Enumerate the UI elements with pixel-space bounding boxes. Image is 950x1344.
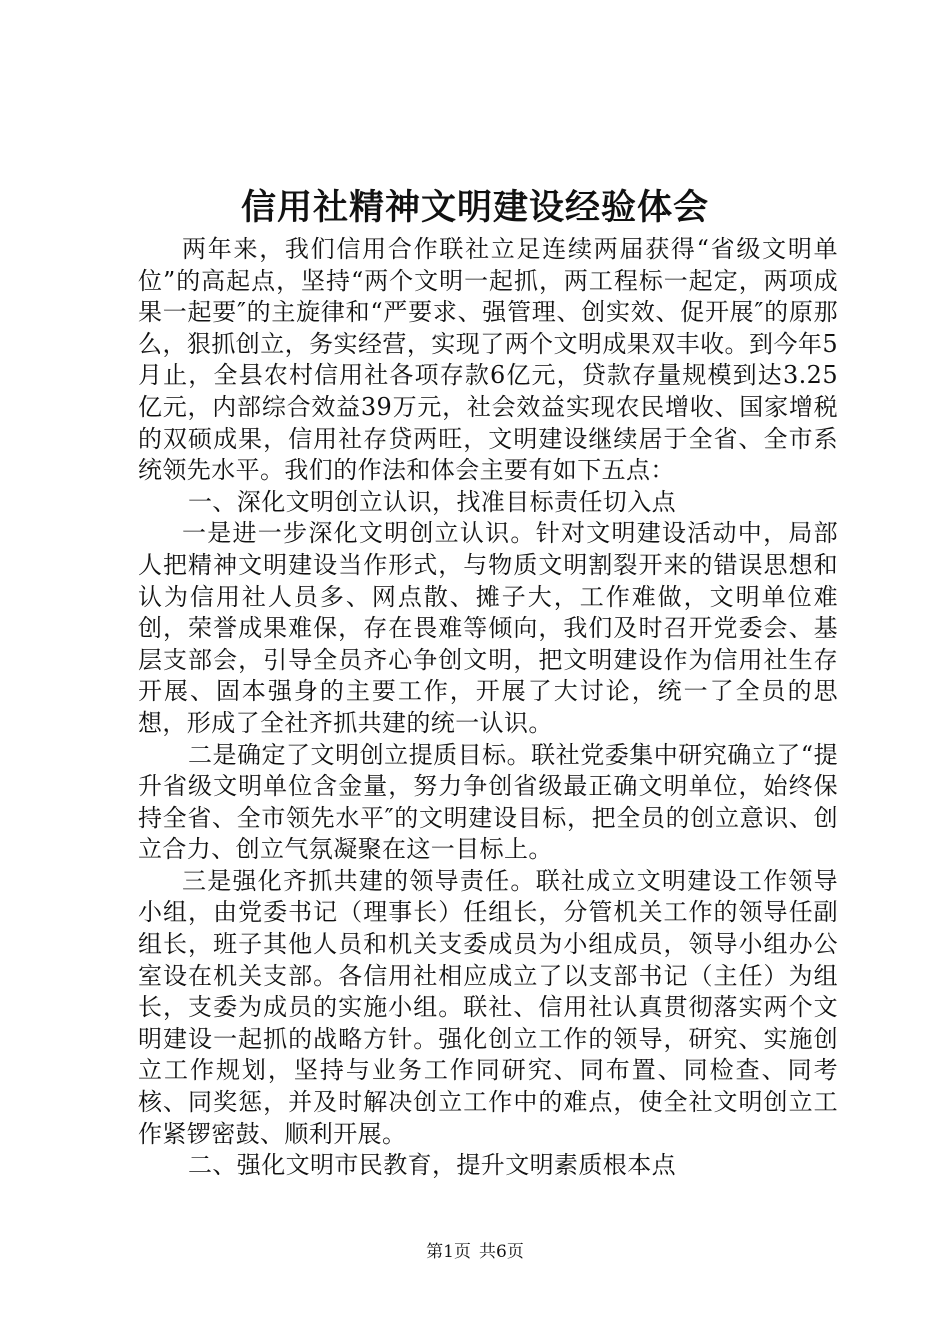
body-paragraph-1: 一是进一步深化文明创立认识。针对文明建设活动中，局部人把精神文明建设当作形式，与物质文明割裂开来的错误思想和认为信用社人员多、网点散、摊子大，工作难做，文明单位难创，荣誉成果难保，存在畏难等倾向，我们及时召开党委会、基层支部会，引导全员齐心争创文明，把文明建设作为信用社生存开展、固本强身的主要工作，开展了大讨论，统一了全员的思想，形成了全社齐抓共建的统一认识。 [138,519,838,737]
page-footer [0,1240,950,1264]
page-total: 共6页 [479,1242,524,1262]
section-heading-2: 二、强化文明市民教育，提升文明素质根本点 [188,1151,676,1180]
page-number: 第1页 [426,1242,471,1262]
intro-paragraph: 两年来，我们信用合作联社立足连续两届获得“省级文明单位”的高起点，坚持“两个文明一起抓，两工程标一起定，两项成果一起要″的主旋律和“严要求、强管理、创实效、促开展″的原那么，狠抓创立，务实经营，实现了两个文明成果双丰收。到今年5月止，全县农村信用社各项存款6亿元，贷款存量规模到达3.25亿元，内部综合效益39万元，社会效益实现农民增收、国家增税的双硕成果，信用社存贷两旺，文明建设继续居于全省、全市系统领先水平。我们的作法和体会主要有如下五点： [138,235,838,485]
document-title: 信用社精神文明建设经验体会 [240,187,709,228]
body-paragraph-2: 二是确定了文明创立提质目标。联社党委集中研究确立了“提升省级文明单位含金量，努力争创省级最正确文明单位，始终保持全省、全市领先水平″的文明建设目标，把全员的创立意识、创立合力、创立气氛凝聚在这一目标上。 [138,740,838,864]
document-body [138,234,838,1182]
body-paragraph-3: 三是强化齐抓共建的领导责任。联社成立文明建设工作领导小组，由党委书记（理事长）任组长，分管机关工作的领导任副组长，班子其他人员和机关支委成员为小组成员，领导小组办公室设在机关支部。各信用社相应成立了以支部书记（主任）为组长，支委为成员的实施小组。联社、信用社认真贯彻落实两个文明建设一起抓的战略方针。强化创立工作的领导，研究、实施创立工作规划，坚持与业务工作同研究、同布置、同检查、同考核、同奖惩，并及时解决创立工作中的难点，使全社文明创立工作紧锣密鼓、顺利开展。 [138,866,838,1148]
section-heading-1: 一、深化文明创立认识，找准目标责任切入点 [188,487,676,516]
